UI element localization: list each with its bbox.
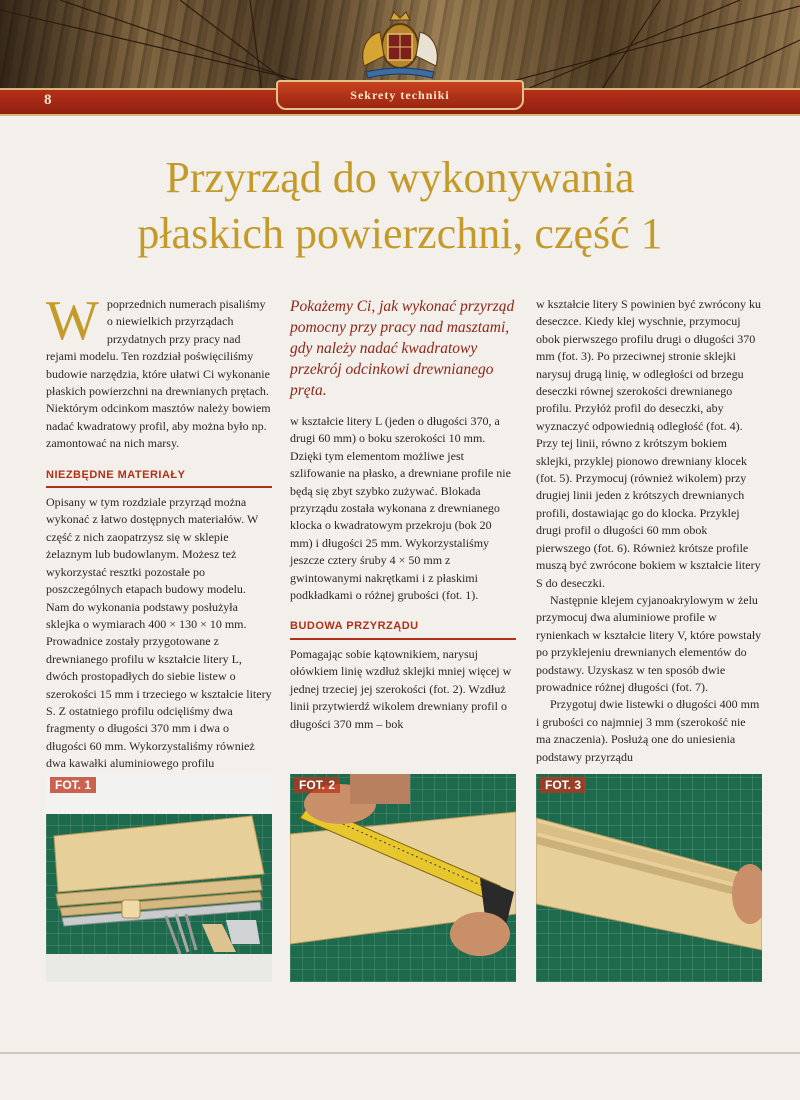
construction-text: Pomagając sobie kątownikiem, narysuj ołówkiem linię wzdłuż sklejki mniej więcej w jednej trzeciej jej szerokości (fot. 2). Wzdłuż linii przytwierdź wikolem drewniany profil o długości 370 mm – bok bbox=[290, 646, 512, 731]
materials-photo-illustration bbox=[46, 774, 272, 982]
photo-2-label: FOT. 2 bbox=[294, 777, 340, 793]
column-1 bbox=[46, 290, 272, 773]
royal-crest-icon bbox=[346, 6, 454, 82]
column-3 bbox=[536, 296, 762, 766]
intro-paragraph bbox=[46, 290, 272, 453]
column-3-text-3: Przygotuj dwie listewki o długości 400 mm i grubości co najmniej 3 mm (szerokość nie ma znaczenia). Posłużą one do uniesienia podstawy przyrządu bbox=[536, 697, 760, 764]
page-title bbox=[60, 150, 740, 262]
column-2 bbox=[290, 296, 516, 733]
photo-3 bbox=[536, 774, 762, 982]
title-line-2: płaskich powierzchni, część 1 bbox=[137, 209, 663, 258]
ruler-photo-illustration bbox=[290, 774, 516, 982]
construction-heading: BUDOWA PRZYRZĄDU bbox=[290, 618, 516, 639]
photo-1-label: FOT. 1 bbox=[50, 777, 96, 793]
column-3-text: w kształcie litery S powinien być zwrócony ku deseczce. Kiedy klej wyschnie, przymocuj obok pierwszego profilu drugi o długości 370 mm (fot. 3). Po przeciwnej stronie sklejki narysuj drugą linię, w odległości od brzegu deseczki równej szerokości drewnianego profilu. Przyłóż profil do deseczki, aby wyznaczyć odpowiednią odległość (fot. 4). Przy tej linii, równo z krótszym bokiem sklejki, przyklej pionowo drewniany klocek (fot. 5). Przymocuj (również wikolem) przy drugiej linii jeden z krótszych drewnianych profili, dostawiając go do klocka. Przyklej drugi profil o długości 60 mm obok pierwszego (fot. 6). Również krótsze profile muszą być zwrócone bokiem w kształcie litery S do deseczki. bbox=[536, 297, 761, 590]
section-tab bbox=[276, 80, 524, 110]
page-number: 8 bbox=[44, 92, 52, 108]
drop-cap: W bbox=[46, 290, 99, 352]
title-line-1: Przyrząd do wykonywania bbox=[165, 153, 635, 202]
photo-2 bbox=[290, 774, 516, 982]
column-3-text-2: Następnie klejem cyjanoakrylowym w żelu przymocuj dwa aluminiowe profile w rynienkach w kształcie litery V, które powstały po przyklejeniu drewnianych elementów do podstawy. Uzyskasz w ten sposób dwie prowadnice różnej długości (fot. 7). bbox=[536, 592, 762, 694]
section-label: Sekrety techniki bbox=[350, 88, 450, 102]
photo-3-label: FOT. 3 bbox=[540, 777, 586, 793]
intro-text: poprzednich numerach pisaliśmy o niewielkich przyrządach przydatnych przy pracy nad rejami modelu. Ten rozdział poświęciliśmy budowie narzędzia, które ułatwi Ci wykonanie płaskich powierzchni na drewnianych prętach. Niektórym odcinkom masztów należy bowiem nadać kwadratowy profil, aby można było np. zamontować na nich marsy. bbox=[46, 297, 271, 451]
column-2-text: w kształcie litery L (jeden o długości 370, a drugi 60 mm) o boku szerokości 10 mm. Dzięki tym elementom możliwe jest szlifowanie na płasko, a drewniane profile nie będą się zbyt szybko zużywać. Blokada przyrządu została wykonana z drewnianego klocka o kwadratowym przekroju (bok 20 mm) i długości 25 mm. Wykorzystaliśmy jeszcze cztery śruby 4 × 50 mm z gwintowanymi nakrętkami i z płaskimi podkładkami o różnej grubości (fot. 1). bbox=[290, 414, 511, 603]
materials-heading: NIEZBĘDNE MATERIAŁY bbox=[46, 467, 272, 488]
profiles-photo-illustration bbox=[536, 774, 762, 982]
materials-text: Opisany w tym rozdziale przyrząd można wykonać z łatwo dostępnych materiałów. W część z nich zaopatrzysz się w sklepie żelaznym lub budowlanym. Możesz też wykorzystać resztki pozostałe po poszczególnych etapach budowy modelu. Nam do wykonania podstawy posłużyła sklejka o wymiarach 400 × 130 × 10 mm. Prowadnice zostały przygotowane z drewnianego profilu w kształcie litery L, dwóch prostopadłych do siebie listew o szerokości 15 mm i trzeciego w kształcie litery S. Z ostatniego profilu odcięliśmy dwa fragmenty o długości 370 mm i dwa o długości 60 mm. Wykorzystaliśmy również dwa kawałki aluminiowego profilu bbox=[46, 495, 272, 771]
pull-quote: Pokażemy Ci, jak wykonać przyrząd pomocny przy pracy nad masztami, gdy należy nadać kwadratowy przekrój odcinkowi drewnianego pręta. bbox=[290, 298, 515, 399]
photo-1 bbox=[46, 774, 272, 982]
page-bottom-edge bbox=[0, 1052, 800, 1054]
